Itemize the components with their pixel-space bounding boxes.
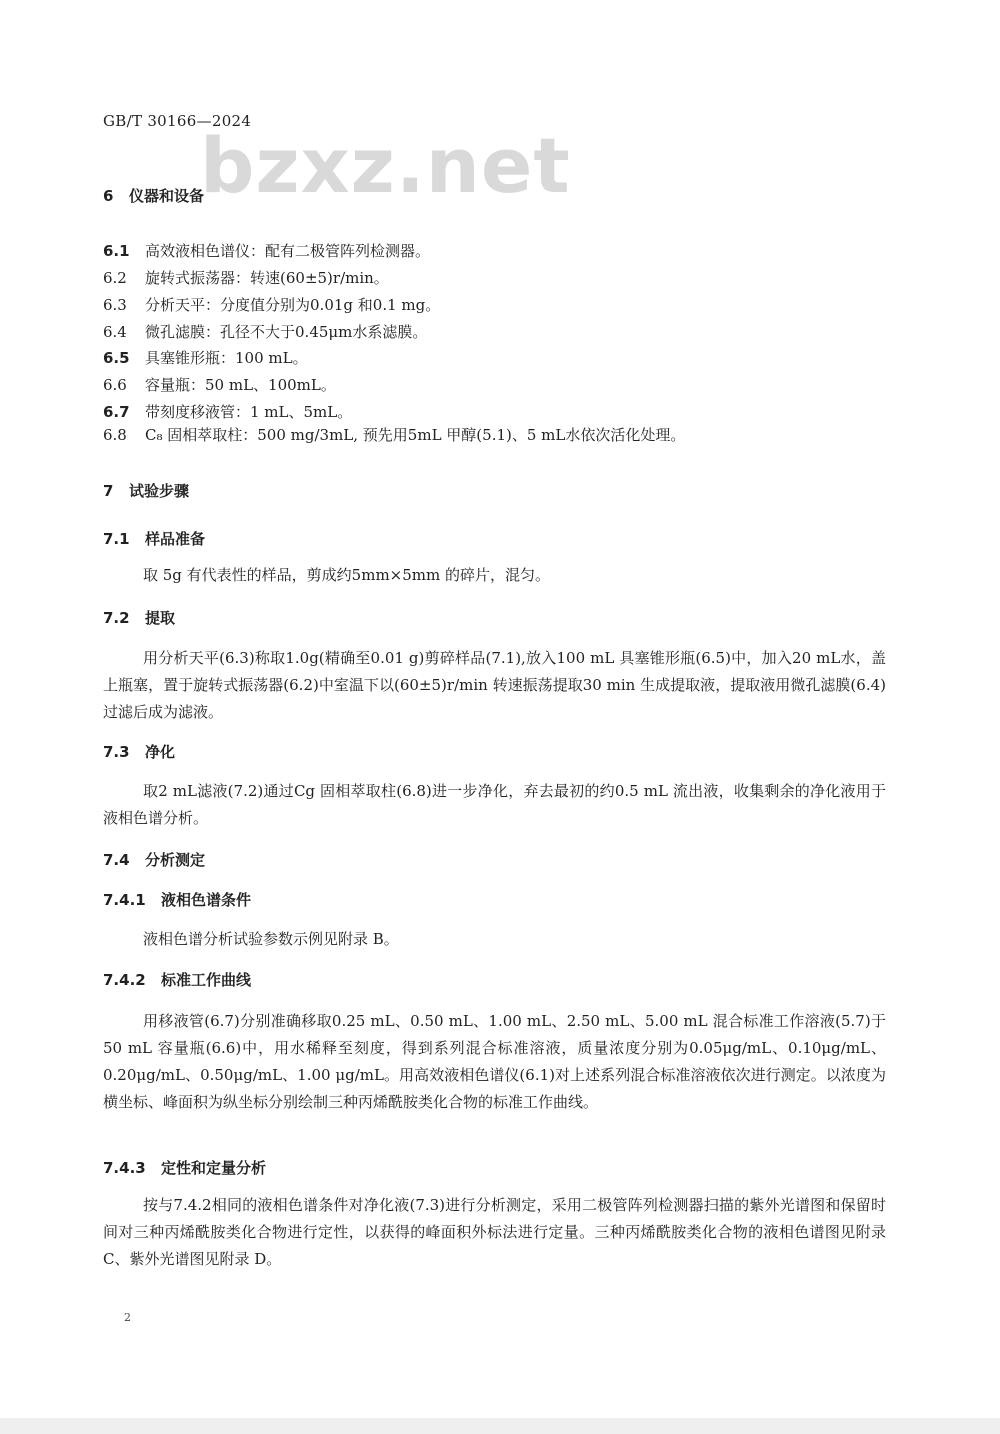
paragraph-7-2: 用分析天平(6.3)称取1.0g(精确至0.01 g)剪碎样品(7.1),放入100 mL 具塞锥形瓶(6.5)中，加入20 mL水，盖上瓶塞，置于旋转式振荡器(6.2)中室温下以(60±5)r/min 转速振荡提取30 min 生成提取液，提取液用微孔滤膜(6.4)过滤后成为滤液。 <box>103 649 886 721</box>
subsection-7-4-2-heading: 7.4.2 标准工作曲线 <box>103 971 252 989</box>
subsection-7-2-heading: 7.2 提取 <box>103 609 176 627</box>
subsection-7-4-heading: 7.4 分析测定 <box>103 851 206 869</box>
paragraph-7-4-2: 用移液管(6.7)分别准确移取0.25 mL、0.50 mL、1.00 mL、2.50 mL、5.00 mL 混合标准工作溶液(5.7)于50 mL 容量瓶(6.6)中，用水稀释至刻度，得到系列混合标准溶液，质量浓度分别为0.05μg/mL、0.10μg/mL、0.20μg/mL、0.50μg/mL、1.00 μg/mL。用高效液相色谱仪(6.1)对上述系列混合标准溶液依次进行测定。以浓度为横坐标、峰面积为纵坐标分别绘制三种丙烯酰胺类化合物的标准工作曲线。 <box>103 1012 886 1111</box>
list-item: 6.7 带刻度移液管：1 mL、5mL。 <box>103 403 353 421</box>
list-item: 6.4 微孔滤膜：孔径不大于0.45μm水系滤膜。 <box>103 323 428 341</box>
section-number: 6 <box>103 187 114 205</box>
list-item: 6.3 分析天平：分度值分别为0.01g 和0.1 mg。 <box>103 296 441 314</box>
page-number: 2 <box>124 1311 131 1324</box>
subsection-7-4-1-heading: 7.4.1 液相色谱条件 <box>103 891 252 909</box>
section-number: 7 <box>103 482 114 500</box>
list-item: 6.2 旋转式振荡器：转速(60±5)r/min。 <box>103 269 389 287</box>
section-title: 试验步骤 <box>129 482 190 500</box>
paragraph-7-4-1: 液相色谱分析试验参数示例见附录 B。 <box>143 930 399 948</box>
section-7-heading <box>103 480 189 501</box>
watermark-logo: bzxz.net <box>200 121 571 210</box>
bottom-bar <box>0 1418 1000 1434</box>
list-item: 6.5 具塞锥形瓶：100 mL。 <box>103 349 308 367</box>
paragraph-7-1: 取 5g 有代表性的样品，剪成约5mm×5mm 的碎片，混匀。 <box>143 566 551 584</box>
list-item: 6.6 容量瓶：50 mL、100mL。 <box>103 376 336 394</box>
subsection-7-1-heading: 7.1 样品准备 <box>103 530 206 548</box>
paragraph-7-3: 取2 mL滤液(7.2)通过Cg 固相萃取柱(6.8)进一步净化，弃去最初的约0.5 mL 流出液，收集剩余的净化液用于液相色谱分析。 <box>103 782 886 827</box>
section-title: 仪器和设备 <box>129 187 205 205</box>
subsection-7-4-3-heading: 7.4.3 定性和定量分析 <box>103 1159 267 1177</box>
list-item: 6.8 C₈ 固相萃取柱：500 mg/3mL, 预先用5mL 甲醇(5.1)、5 mL水依次活化处理。 <box>103 426 686 444</box>
paragraph-7-4-3: 按与7.4.2相同的液相色谱条件对净化液(7.3)进行分析测定，采用二极管阵列检测器扫描的紫外光谱图和保留时间对三种丙烯酰胺类化合物进行定性，以获得的峰面积外标法进行定量。三种丙烯酰胺类化合物的液相色谱图见附录C、紫外光谱图见附录 D。 <box>103 1196 886 1268</box>
subsection-7-3-heading: 7.3 净化 <box>103 743 176 761</box>
standard-code-header: GB/T 30166—2024 <box>103 112 252 130</box>
list-item: 6.1 高效液相色谱仪：配有二极管阵列检测器。 <box>103 242 431 260</box>
section-6-heading <box>103 185 204 206</box>
